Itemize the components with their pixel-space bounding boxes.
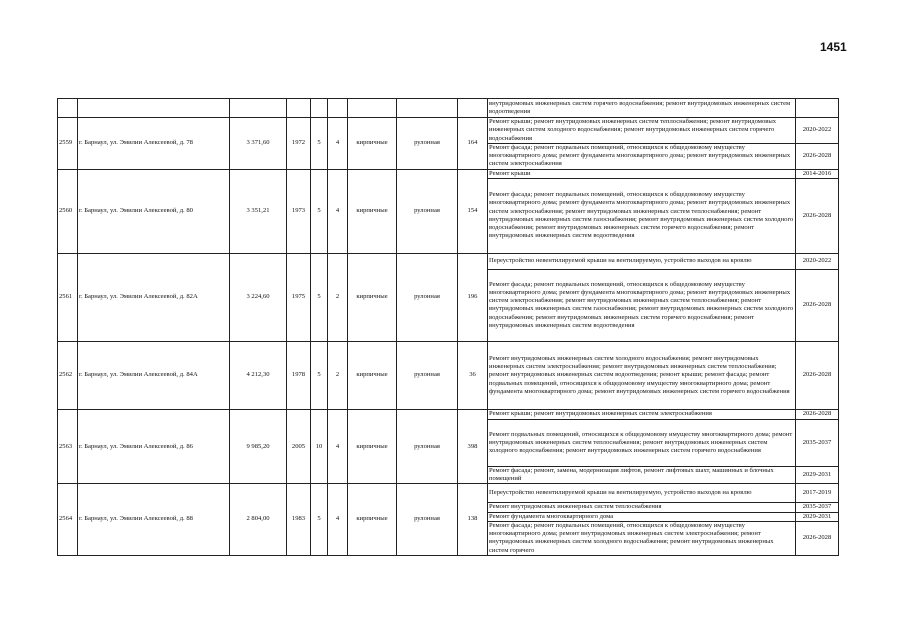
table-row [58,341,839,409]
entrances-cell: 2 [328,341,348,409]
roof-type-cell: рулонная [397,253,458,341]
work-period: 2020-2022 [796,253,839,269]
work-period: 2014-2016 [796,169,839,178]
table-row [58,409,839,419]
roof-type-cell: рулонная [397,409,458,483]
floors-cell: 5 [311,118,328,170]
cell-empty [287,99,311,118]
work-period: 2026-2028 [796,409,839,419]
work-description: Ремонт фасада; ремонт подвальных помещений, относящихся к общедомовому имуществу многоквартирного дома; ремонт фундамента многоквартирного дома; ремонт внутридомовых инженерных систем электроснабжения [488,144,796,170]
table-row [58,484,839,503]
work-period: 2026-2028 [796,521,839,555]
address-cell: г. Барнаул, ул. Эмилии Алексеевой, д. 86 [78,409,230,483]
cell-empty [348,99,397,118]
wall-material-cell: кирпичные [348,409,397,483]
entrances-cell: 4 [328,409,348,483]
work-description: Ремонт фасада; ремонт подвальных помещений, относящихся к общедомовому имуществу многоквартирного дома; ремонт внутридомовых инженерных систем электроснабжения; ремонт внутридомовых инженерных систем холодного водоснабжения; ремонт внутридомовых инженерных систем горячего [488,521,796,555]
wall-material-cell: кирпичные [348,118,397,170]
year-cell: 1983 [287,484,311,555]
cell-empty [328,99,348,118]
roof-type-cell: рулонная [397,169,458,253]
work-period: 2029-2031 [796,512,839,521]
cell-empty [796,99,839,118]
count-cell: 36 [458,341,488,409]
entrances-cell: 2 [328,253,348,341]
work-period: 2017-2019 [796,484,839,503]
entrances-cell: 4 [328,169,348,253]
floors-cell: 5 [311,253,328,341]
count-cell: 398 [458,409,488,483]
row-number: 2564 [58,484,78,555]
count-cell: 154 [458,169,488,253]
table-row [58,253,839,269]
table-row [58,169,839,178]
row-number: 2562 [58,341,78,409]
area-cell: 3 371,60 [230,118,287,170]
cell-empty [58,99,78,118]
count-cell: 196 [458,253,488,341]
area-cell: 4 212,30 [230,341,287,409]
entrances-cell: 4 [328,118,348,170]
work-description: Ремонт крыши; ремонт внутридомовых инженерных систем теплоснабжения; ремонт внутридомовых инженерных систем холодного водоснабжения; ремонт внутридомовых инженерных систем горячего водоснабжения [488,118,796,144]
wall-material-cell: кирпичные [348,253,397,341]
work-description: внутридомовых инженерных систем горячего водоснабжения; ремонт внутридомовых инженерных систем водоотведения [488,99,796,118]
cell-empty [458,99,488,118]
work-period: 2029-2031 [796,466,839,483]
address-cell: г. Барнаул, ул. Эмилии Алексеевой, д. 80 [78,169,230,253]
work-description: Ремонт внутридомовых инженерных систем холодного водоснабжения; ремонт внутридомовых инженерных систем электроснабжения; ремонт внутридомовых инженерных систем теплоснабжения; ремонт внутридомовых инженерных систем водоотведения; ремонт крыши; ремонт фасада; ремонт подвальных помещений, относящихся к общедомовому имуществу многоквартирного дома; ремонт фундамента многоквартирного дома; ремонт внутридомовых инженерных систем горячего водоснабжения [488,341,796,409]
wall-material-cell: кирпичные [348,341,397,409]
count-cell: 164 [458,118,488,170]
address-cell: г. Барнаул, ул. Эмилии Алексеевой, д. 78 [78,118,230,170]
address-cell: г. Барнаул, ул. Эмилии Алексеевой, д. 82А [78,253,230,341]
wall-material-cell: кирпичные [348,169,397,253]
row-number: 2559 [58,118,78,170]
work-description: Ремонт фундамента многоквартирного дома [488,512,796,521]
work-description: Ремонт подвальных помещений, относящихся к общедомовому имуществу многоквартирного дома; ремонт внутридомовых инженерных систем теплоснабжения; ремонт внутридомовых инженерных систем холодного водоснабжения; ремонт внутридомовых инженерных систем горячего водоснабжения [488,419,796,466]
roof-type-cell: рулонная [397,341,458,409]
floors-cell: 5 [311,341,328,409]
floors-cell: 5 [311,169,328,253]
year-cell: 1975 [287,253,311,341]
work-description: Переустройство невентилируемой крыши на вентилируемую, устройство выходов на кровлю [488,484,796,503]
roof-type-cell: рулонная [397,484,458,555]
roof-type-cell: рулонная [397,118,458,170]
entrances-cell: 4 [328,484,348,555]
area-cell: 2 804,00 [230,484,287,555]
work-period: 2035-2037 [796,503,839,512]
work-description: Ремонт фасада; ремонт, замена, модернизация лифтов, ремонт лифтовых шахт, машинных и блочных помещений [488,466,796,483]
work-description: Ремонт внутридомовых инженерных систем теплоснабжения [488,503,796,512]
year-cell: 1972 [287,118,311,170]
cell-empty [397,99,458,118]
floors-cell: 5 [311,484,328,555]
row-number: 2561 [58,253,78,341]
address-cell: г. Барнаул, ул. Эмилии Алексеевой, д. 84А [78,341,230,409]
area-cell: 3 351,21 [230,169,287,253]
table-row [58,118,839,144]
row-number: 2563 [58,409,78,483]
work-description: Переустройство невентилируемой крыши на вентилируемую, устройство выходов на кровлю [488,253,796,269]
cell-empty [230,99,287,118]
year-cell: 1973 [287,169,311,253]
address-cell: г. Барнаул, ул. Эмилии Алексеевой, д. 88 [78,484,230,555]
wall-material-cell: кирпичные [348,484,397,555]
year-cell: 2005 [287,409,311,483]
work-period: 2035-2037 [796,419,839,466]
work-description: Ремонт крыши; ремонт внутридомовых инженерных систем электроснабжения [488,409,796,419]
work-period: 2026-2028 [796,341,839,409]
count-cell: 138 [458,484,488,555]
work-period: 2020-2022 [796,118,839,144]
year-cell: 1978 [287,341,311,409]
work-description: Ремонт фасада; ремонт подвальных помещений, относящихся к общедомовому имуществу многоквартирного дома; ремонт фундамента многоквартирного дома; ремонт внутридомовых инженерных систем электроснабжения; ремонт внутридомовых инженерных систем теплоснабжения; ремонт внутридомовых инженерных систем газоснабжения; ремонт внутридомовых инженерных систем холодного водоснабжения; ремонт внутридомовых инженерных систем горячего водоснабжения; ремонт внутридомовых инженерных систем водоотведения [488,269,796,341]
work-period: 2026-2028 [796,178,839,253]
housing-repair-table [57,98,839,556]
work-description: Ремонт крыши [488,169,796,178]
cell-empty [78,99,230,118]
area-cell: 3 224,60 [230,253,287,341]
work-description: Ремонт фасада; ремонт подвальных помещений, относящихся к общедомовому имуществу многоквартирного дома; ремонт фундамента многоквартирного дома; ремонт внутридомовых инженерных систем электроснабжения; ремонт внутридомовых инженерных систем теплоснабжения; ремонт внутридомовых инженерных систем газоснабжения; ремонт внутридомовых инженерных систем холодного водоснабжения; ремонт внутридомовых инженерных систем горячего водоснабжения; ремонт внутридомовых инженерных систем водоотведения [488,178,796,253]
continuation-row [58,99,839,118]
cell-empty [311,99,328,118]
area-cell: 9 985,20 [230,409,287,483]
row-number: 2560 [58,169,78,253]
page-number: 1451 [820,40,847,54]
work-period: 2026-2028 [796,269,839,341]
floors-cell: 10 [311,409,328,483]
work-period: 2026-2028 [796,144,839,170]
